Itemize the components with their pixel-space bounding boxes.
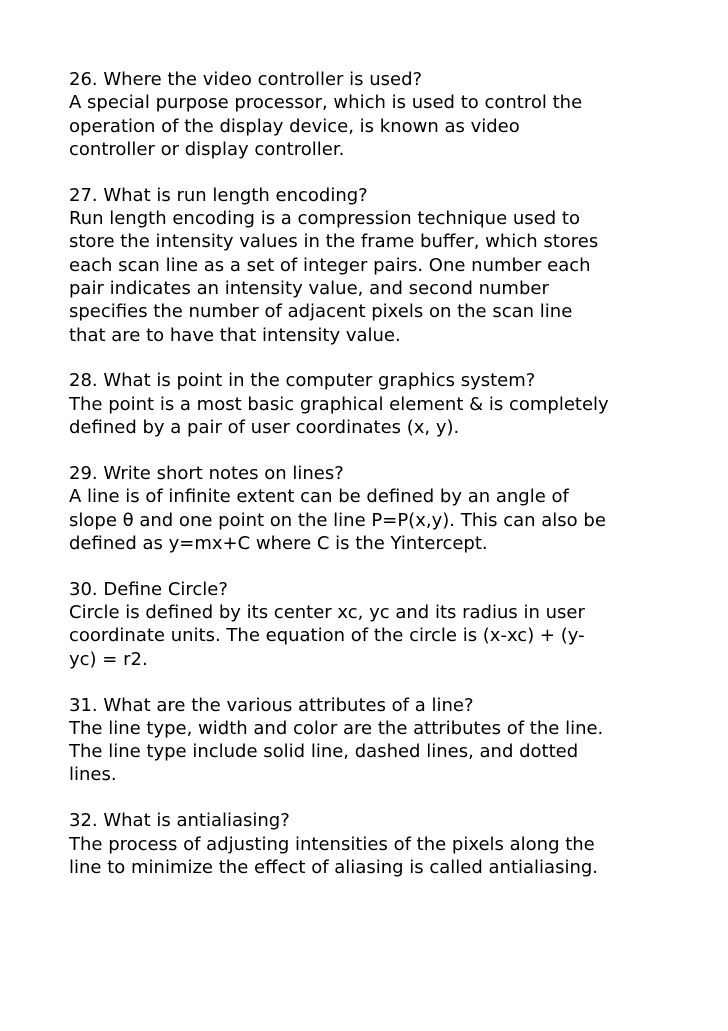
- question-26: 26. Where the video controller is used?: [69, 69, 423, 90]
- answer-32: The process of adjusting intensities of the pixels along the line to minimize the effect of aliasing is called antialiasing.: [69, 833, 599, 878]
- document-page: [69, 68, 669, 902]
- question-29: 29. Write short notes on lines?: [69, 462, 344, 484]
- question-32: 32. What is antialiasing?: [69, 810, 290, 832]
- question-27: 27. What is run length encoding?: [69, 184, 368, 206]
- question-31: 31. What are the various attributes of a line?: [69, 694, 474, 716]
- qa-item-29: [69, 462, 669, 555]
- qa-item-26: [69, 68, 669, 161]
- question-30: 30. Define Circle?: [69, 578, 228, 600]
- qa-item-30: [69, 578, 669, 671]
- qa-item-27: [69, 184, 669, 347]
- qa-item-31: [69, 694, 669, 787]
- answer-28: The point is a most basic graphical element & is completely defined by a pair of user coordinates (x, y).: [69, 393, 609, 439]
- answer-31: The line type, width and color are the attributes of the line. The line type include solid line, dashed lines, and dotted lines.: [69, 717, 604, 786]
- qa-item-32: [69, 809, 669, 879]
- answer-30: Circle is defined by its center xc, yc and its radius in user coordinate units. The equation of the circle is (x-xc) + (y- yc) = r2.: [69, 602, 585, 670]
- answer-27: Run length encoding is a compression technique used to store the intensity values in the frame buffer, which stores each scan line as a set of integer pairs. One number each pair indicates an intensity value, and second number specifies the number of adjacent pixels on the scan line that are to have that intensity value.: [69, 208, 599, 346]
- answer-29: A line is of infinite extent can be defined by an angle of slope θ and one point on the line P=P(x,y). This can also be defined as y=mx+C where C is the Yintercept.: [69, 486, 606, 554]
- qa-item-28: [69, 369, 669, 439]
- question-28: 28. What is point in the computer graphics system?: [69, 370, 536, 392]
- answer-26: A special purpose processor, which is used to control the operation of the display device, is known as video controller or display controller.: [69, 92, 583, 160]
